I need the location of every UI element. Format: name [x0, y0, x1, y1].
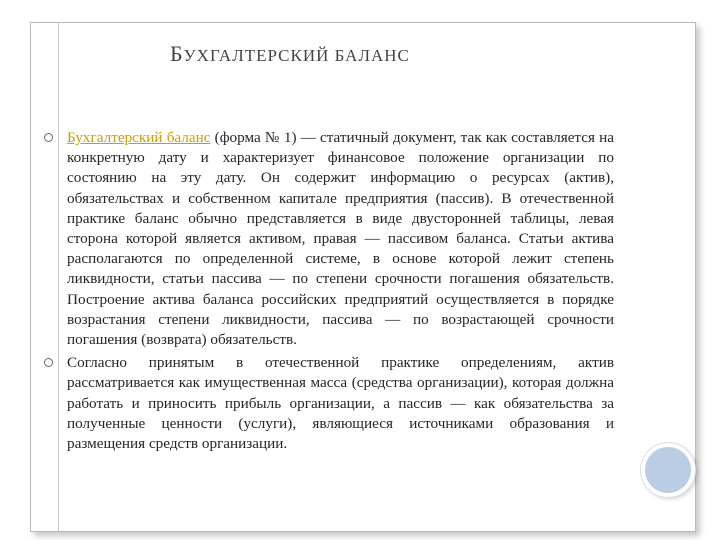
bullet-paragraph-asset-liability: [44, 353, 614, 454]
slide-title: [170, 41, 590, 67]
bullet-circle-icon: [44, 358, 53, 367]
bullet-circle-icon: [44, 133, 53, 142]
title-rest: УХГАЛТЕРСКИЙ БАЛАНС: [183, 46, 410, 65]
decorative-circle-icon: [641, 443, 695, 497]
bullet-paragraph-balance-definition: [44, 128, 614, 350]
paragraph-text: — статичный документ, так как составляется на конкретную дату и характеризует финансовое положение организации по состоянию на эту дату. Он содержит информацию о ресурсах (актив), обязательствах и собственном капитале предприятия (пассив). В отечественной практике баланс обычно представляется в виде двусторонней таблицы, левая сторона которой является активом, правая — пассивом баланса. Статьи актива располагаются по определенной системе, в основе которой лежит степень ликвидности, статьи пассива — по степени срочности погашения обязательств. Построение актива баланса российских предприятий осуществляется в порядке возрастания степени ликвидности, пассива — по возрастающей срочности погашения (возврата) обязательств.: [67, 129, 614, 349]
slide-content: [44, 128, 614, 454]
paragraph-text: Согласно принятым в отечественной практике определениям, актив рассматривается как имущественная масса (средства организации), которая должна работать и приносить прибыль организации, а пассив — как обязательства за полученные ценности (услуги), являющиеся источниками образования и размещения средств организации.: [67, 354, 614, 453]
form-number-label: (форма № 1): [214, 129, 297, 146]
title-initial: Б: [170, 41, 184, 66]
balance-sheet-link[interactable]: Бухгалтерский баланс: [67, 129, 211, 146]
